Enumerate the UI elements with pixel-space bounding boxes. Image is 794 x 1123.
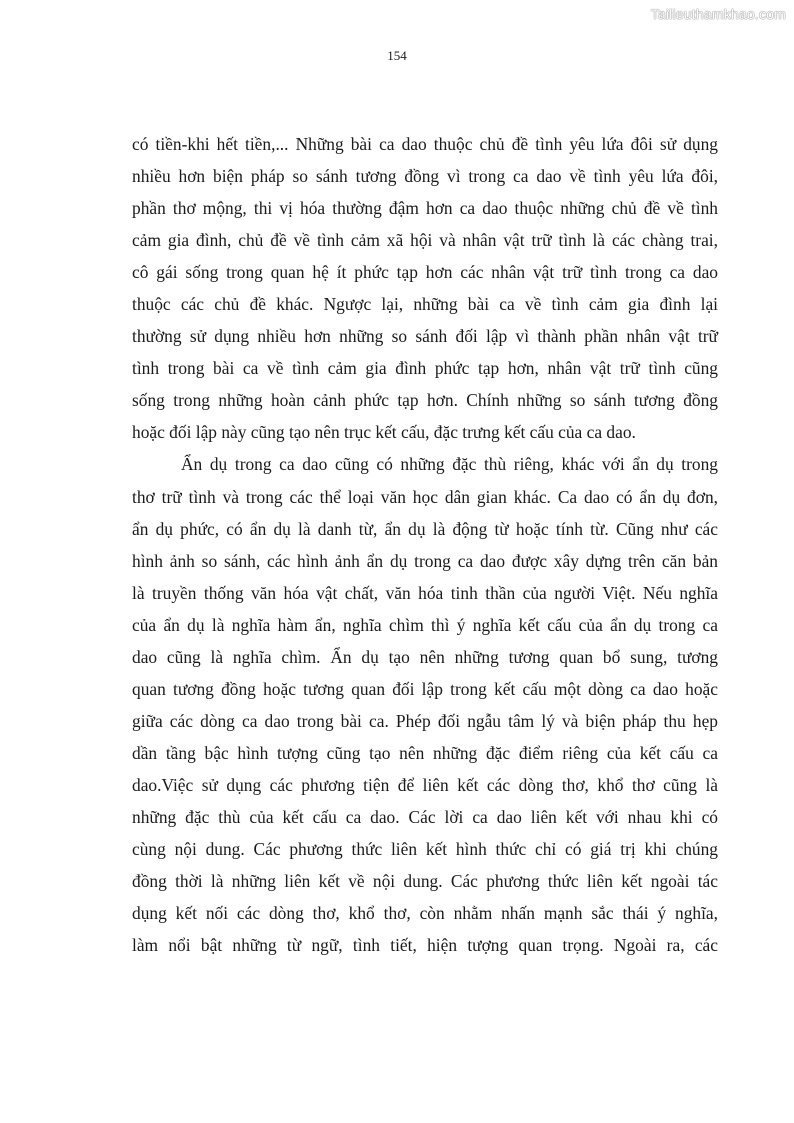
text-line: cô gái sống trong quan hệ ít phức tạp hơn các nhân vật trữ tình trong ca dao <box>132 262 718 283</box>
text-line: là truyền thống văn hóa vật chất, văn hóa tinh thần của người Việt. Nếu nghĩa <box>132 582 718 603</box>
page-number: 154 <box>387 48 407 63</box>
text-line: giữa các dòng ca dao trong bài ca. Phép đối ngẫu tâm lý và biện pháp thu hẹp <box>132 710 718 731</box>
text-line: thuộc các chủ đề khác. Ngược lại, những bài ca về tình cảm gia đình lại <box>132 294 718 315</box>
text-line: của ẩn dụ là nghĩa hàm ẩn, nghĩa chìm thì ý nghĩa kết cấu của ẩn dụ trong ca <box>132 614 718 635</box>
text-line: dao.Việc sử dụng các phương tiện để liên kết các dòng thơ, khổ thơ cũng là <box>132 774 718 795</box>
text-line: có tiền-khi hết tiền,... Những bài ca dao thuộc chủ đề tình yêu lứa đôi sử dụng <box>132 134 718 154</box>
text-line: thơ trữ tình và trong các thể loại văn học dân gian khác. Ca dao có ẩn dụ đơn, <box>132 486 718 507</box>
text-line: phần thơ mộng, thi vị hóa thường đậm hơn ca dao thuộc những chủ đề về tình <box>132 198 718 219</box>
text-line: làm nổi bật những từ ngữ, tình tiết, hiện tượng quan trọng. Ngoài ra, các <box>132 935 718 956</box>
paragraph <box>132 128 718 448</box>
text-line: hoặc đối lập này cũng tạo nên trục kết cấu, đặc trưng kết cấu của ca dao. <box>132 422 636 443</box>
text-line: những đặc thù của kết cấu ca dao. Các lời ca dao liên kết với nhau khi có <box>132 806 718 827</box>
text-line: nhiều hơn biện pháp so sánh tương đồng vì trong ca dao về tình yêu lứa đôi, <box>132 166 718 187</box>
watermark: Tailieuthamkhao.com <box>650 6 786 22</box>
text-line: dụng kết nối các dòng thơ, khổ thơ, còn nhằm nhấn mạnh sắc thái ý nghĩa, <box>132 903 718 924</box>
text-line: dao cũng là nghĩa chìm. Ẩn dụ tạo nên những tương quan bổ sung, tương <box>132 646 718 667</box>
body-text <box>132 128 718 961</box>
text-line: đồng thời là những liên kết về nội dung. Các phương thức liên kết ngoài tác <box>132 871 718 892</box>
text-line: quan tương đồng hoặc tương quan đối lập trong kết cấu một dòng ca dao hoặc <box>132 678 718 699</box>
text-line: sống trong những hoàn cảnh phức tạp hơn. Chính những so sánh tương đồng <box>132 390 718 411</box>
text-line: ẩn dụ phức, có ẩn dụ là danh từ, ẩn dụ là động từ hoặc tính từ. Cũng như các <box>132 518 718 539</box>
text-line: Ẩn dụ trong ca dao cũng có những đặc thù riêng, khác với ẩn dụ trong <box>181 454 718 475</box>
text-line: hình ảnh so sánh, các hình ảnh ẩn dụ trong ca dao được xây dựng trên căn bản <box>132 550 718 571</box>
text-line: thường sử dụng nhiều hơn những so sánh đối lập vì thành phần nhân vật trữ <box>132 326 718 347</box>
paragraph <box>132 448 718 961</box>
text-line: tình trong bài ca về tình cảm gia đình phức tạp hơn, nhân vật trữ tình cũng <box>132 358 718 379</box>
text-line: dần tầng bậc hình tượng cũng tạo nên những đặc điểm riêng của kết cấu ca <box>132 742 718 763</box>
text-line: cảm gia đình, chủ đề về tình cảm xã hội và nhân vật trữ tình là các chàng trai, <box>132 230 718 251</box>
text-line: cùng nội dung. Các phương thức liên kết hình thức chỉ có giá trị khi chúng <box>132 839 718 860</box>
